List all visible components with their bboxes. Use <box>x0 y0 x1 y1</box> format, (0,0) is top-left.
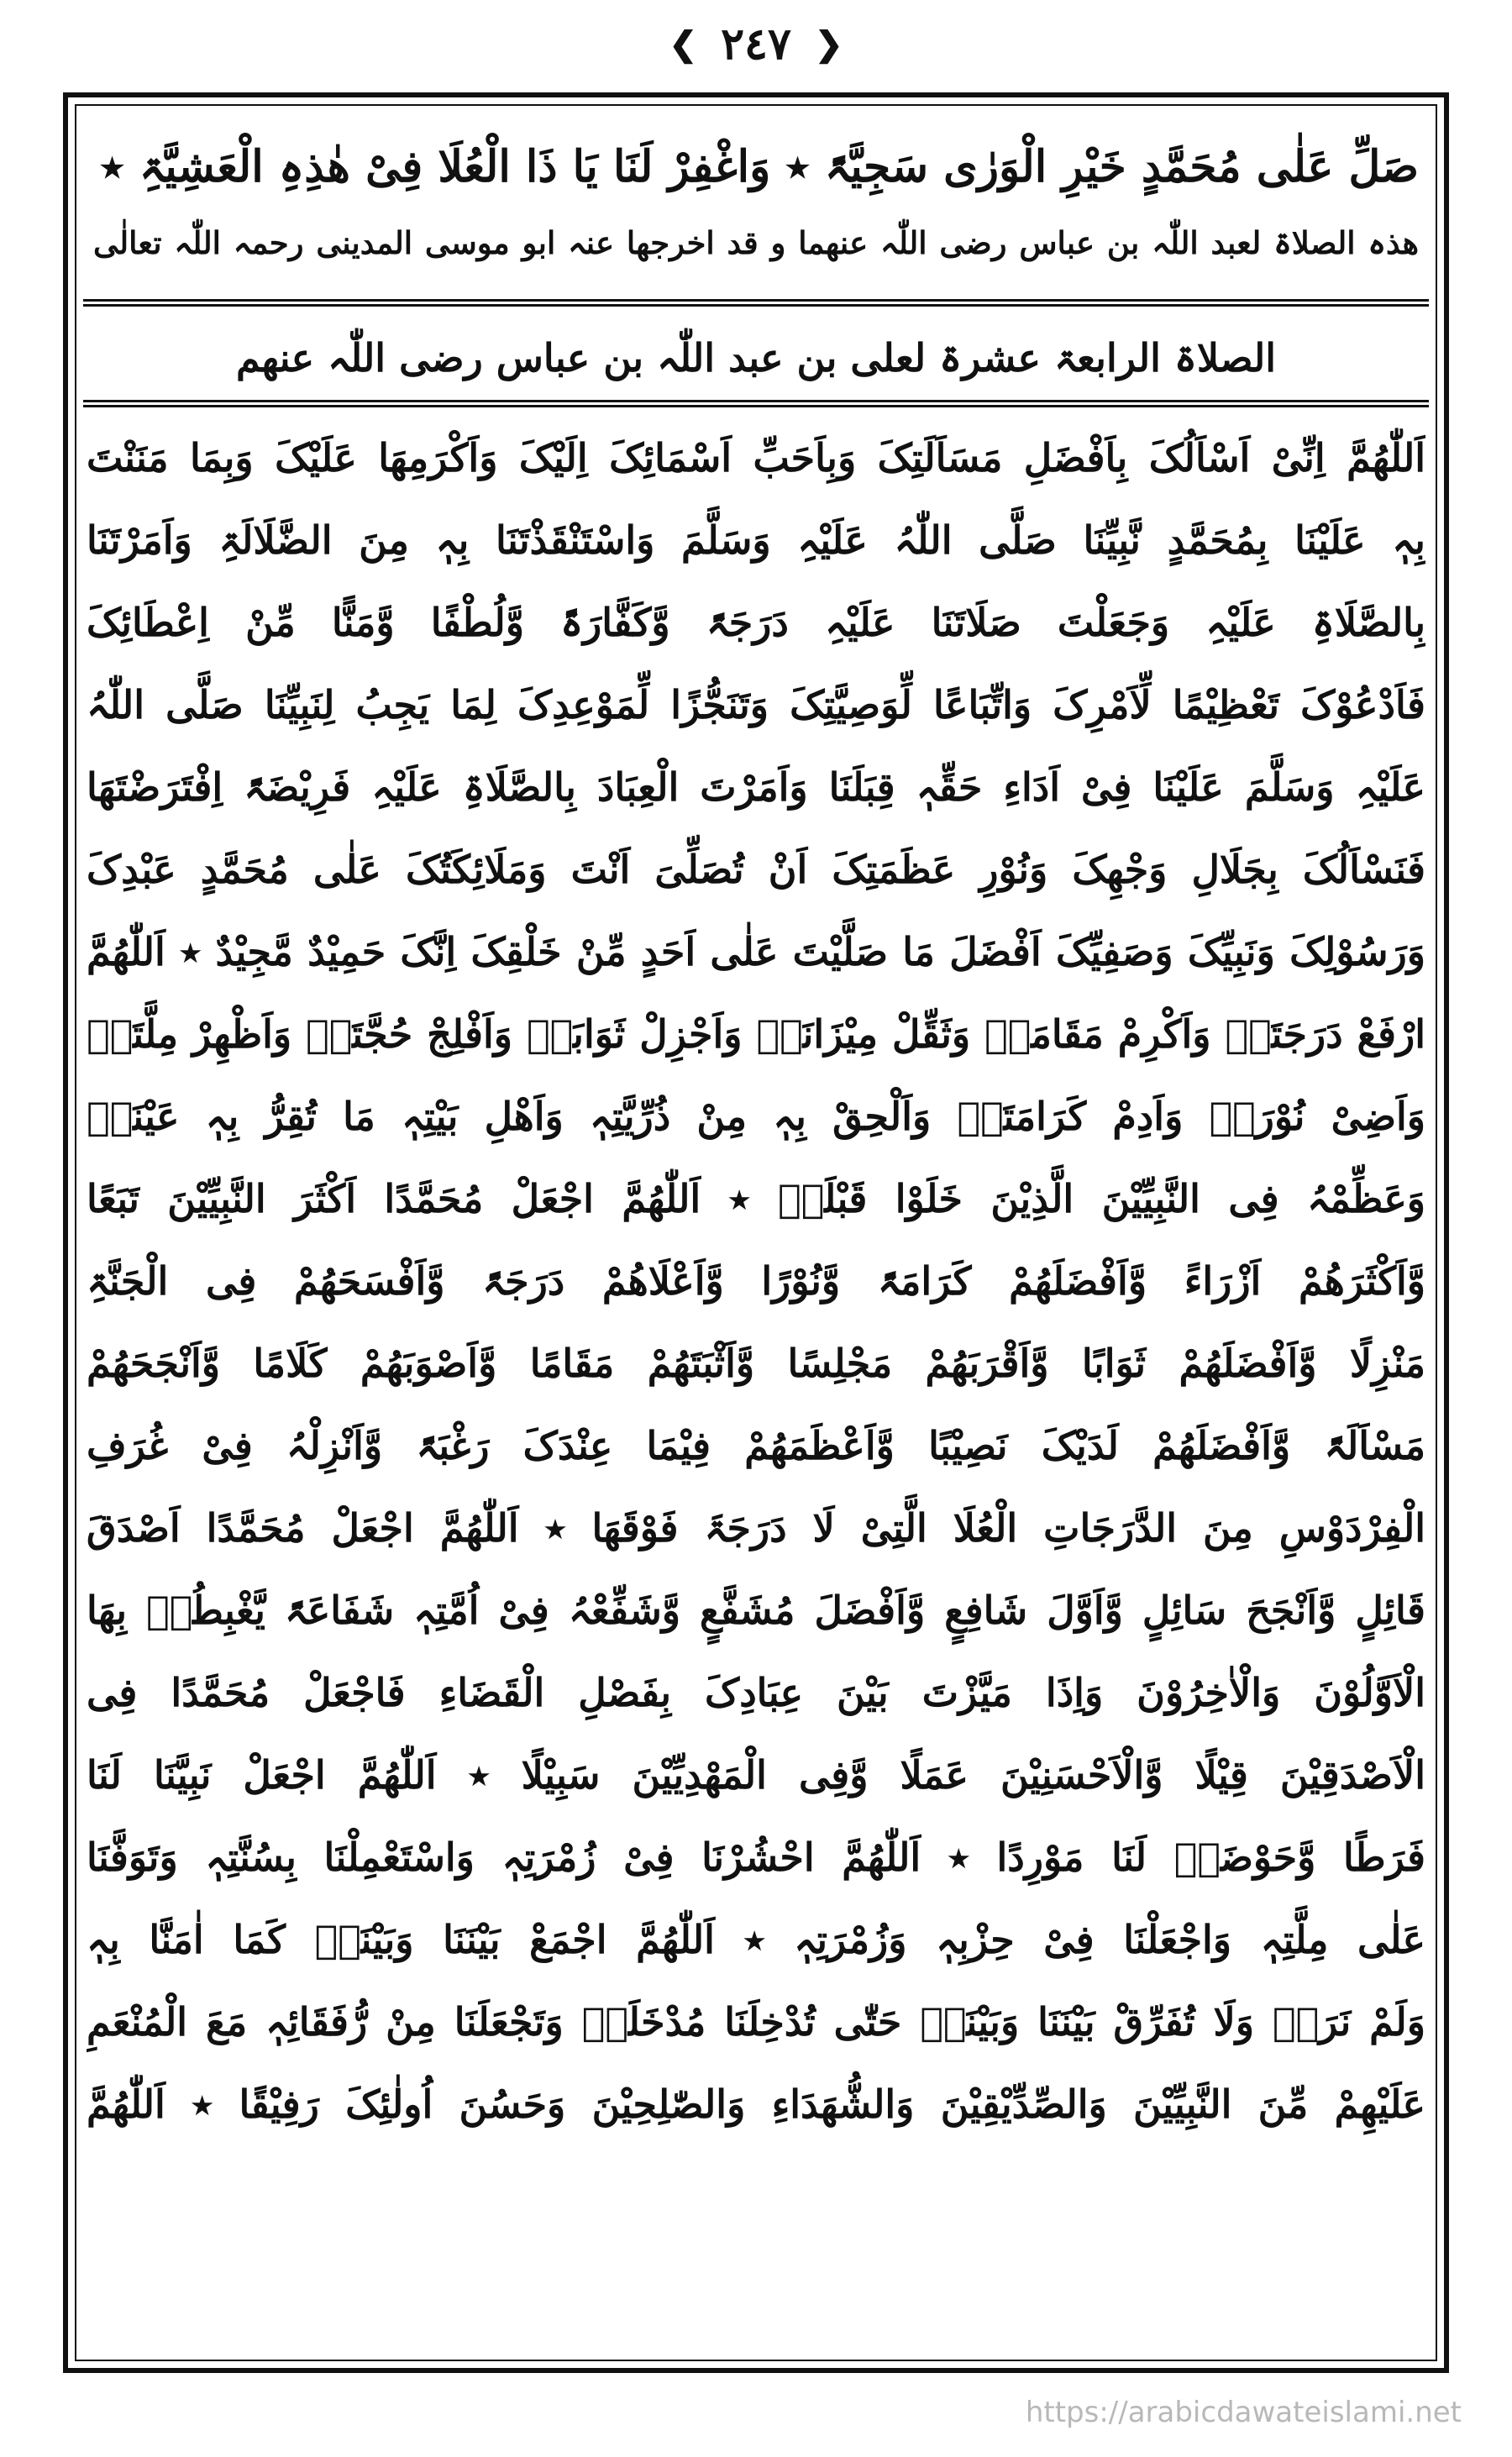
body-text-line: الْاَصْدَقِیْنَ قِیْلًا وَّالْاَحْسَنِیْنَ عَمَلًا وَّفِی الْمَھْدِیِّیْنَ سَبِیْلًا ٭ اَللّٰھُمَّ اجْعَلْ نَبِیَّنَا لَنَا <box>87 1752 1425 1798</box>
body-text-line: وَلَمْ نَرَہٗ وَلَا تُفَرِّقْ بَیْنَنَا وَبَیْنَہٗ حَتّٰی تُدْخِلَنَا مُدْخَلَہٗ وَتَجْعَلَنَا مِنْ رُّفَقَائِہٖ مَعَ الْمُنْعَمِ <box>87 1999 1425 2045</box>
body-text-line: فَرَطًا وَّحَوْضَہٗ لَنَا مَوْرِدًا ٭ اَللّٰھُمَّ احْشُرْنَا فِیْ زُمْرَتِہٖ وَاسْتَعْمِلْنَا بِسُنَّتِہٖ وَتَوَفَّنَا <box>87 1835 1425 1880</box>
watermark-url: https://arabicdawateislami.net <box>1025 2396 1462 2429</box>
body-text-line: بِہٖ عَلَیْنَا بِمُحَمَّدٍ نَّبِیِّنَا صَلَّی اللّٰہُ عَلَیْہِ وَسَلَّمَ وَاسْتَنْقَذْتَنَا بِہٖ مِنَ الضَّلَالَۃِ وَاَمَرْتَنَا <box>87 517 1425 563</box>
body-text-line: عَلٰی مِلَّتِہٖ وَاجْعَلْنَا فِیْ حِزْبِہٖ وَزُمْرَتِہٖ ٭ اَللّٰھُمَّ اجْمَعْ بَیْنَنَا وَبَیْنَہٗ کَمَا اٰمَنَّا بِہٖ <box>87 1917 1425 1962</box>
section-title: الصلاۃ الرابعۃ عشرۃ لعلی بن عبد اللّٰہ بن عباس رضی اللّٰہ عنھم <box>235 335 1277 381</box>
divider-rule <box>83 299 1429 302</box>
page-number-header <box>0 12 1512 74</box>
page-frame <box>63 92 1449 2373</box>
body-text-line: عَلَیْھِمْ مِّنَ النَّبِیِّیْنَ وَالصِّدِّیْقِیْنَ وَالشُّھَدَاءِ وَالصّٰلِحِیْنَ وَحَسُنَ اُولٰئِکَ رَفِیْقًا ٭ اَللّٰھُمَّ <box>87 2082 1425 2127</box>
header-block <box>93 129 1419 297</box>
body-text-line: عَلَیْہِ وَسَلَّمَ عَلَیْنَا فِیْ اَدَاءِ حَقِّہٖ قِبَلَنَا وَاَمَرْتَ الْعِبَادَ بِالصَّلَاۃِ عَلَیْہِ فَرِیْضَۃً اِفْتَرَضْتَھَا <box>87 764 1425 810</box>
body-text-line: وَرَسُوْلِکَ وَنَبِیِّکَ وَصَفِیِّکَ اَفْضَلَ مَا صَلَّیْتَ عَلٰی اَحَدٍ مِّنْ خَلْقِکَ اِنَّکَ حَمِیْدٌ مَّجِیْدٌ ٭ اَللّٰھُمَّ <box>87 929 1425 974</box>
divider-rule <box>83 400 1429 402</box>
body-text-line: الْاَوَّلُوْنَ وَالْاٰخِرُوْنَ وَاِذَا مَیَّزْتَ بَیْنَ عِبَادِکَ بِفَصْلِ الْقَضَاءِ فَاجْعَلْ مُحَمَّدًا فِی <box>87 1670 1425 1715</box>
body-text-line: اَللّٰھُمَّ اِنِّیْ اَسْاَلُکَ بِاَفْضَلِ مَسَاَلَتِکَ وَبِاَحَبِّ اَسْمَائِکَ اِلَیْکَ وَاَکْرَمِھَا عَلَیْکَ وَبِمَا مَنَنْتَ <box>87 435 1425 480</box>
body-text-line: قَائِلٍ وَّاَنْجَحَ سَائِلٍ وَّاَوَّلَ شَافِعٍ وَّاَفْضَلَ مُشَفَّعٍ وَّشَفِّعْہُ فِیْ اُمَّتِہٖ شَفَاعَۃً یَّغْبِطُہٗ بِھَا <box>87 1588 1425 1633</box>
body-text-line: وَعَظِّمْہُ فِی النَّبِیِّیْنَ الَّذِیْنَ خَلَوْا قَبْلَہٗ ٭ اَللّٰھُمَّ اجْعَلْ مُحَمَّدًا اَکْثَرَ النَّبِیِّیْنَ تَبَعًا <box>87 1176 1425 1221</box>
header-attribution: ھذہ الصلاۃ لعبد اللّٰہ بن عباس رضی اللّٰہ عنھما و قد اخرجھا عنہ ابو موسی المدینی رحمہ اللّٰہ تعالٰی <box>93 224 1419 261</box>
ornament-left-icon: ❮ <box>669 24 697 64</box>
body-text-line: فَنَسْاَلُکَ بِجَلَالِ وَجْھِکَ وَنُوْرِ عَظَمَتِکَ اَنْ تُصَلِّیَ اَنْتَ وَمَلَائِکَتُکَ عَلٰی مُحَمَّدٍ عَبْدِکَ <box>87 847 1425 892</box>
body-text-line: مَسْاَلَۃً وَّاَفْضَلَھُمْ لَدَیْکَ نَصِیْبًا وَّاَعْظَمَھُمْ فِیْمَا عِنْدَکَ رَغْبَۃً وَّاَنْزِلْہُ فِیْ غُرَفِ <box>87 1423 1425 1468</box>
body-text-line: الْفِرْدَوْسِ مِنَ الدَّرَجَاتِ الْعُلَا الَّتِیْ لَا دَرَجَۃَ فَوْقَھَا ٭ اَللّٰھُمَّ اجْعَلْ مُحَمَّدًا اَصْدَقَ <box>87 1505 1425 1551</box>
body-text-line: وَّاَکْثَرَھُمْ اَزْرَاءً وَّاَفْضَلَھُمْ کَرَامَۃً وَّنُوْرًا وَّاَعْلَاھُمْ دَرَجَۃً وَّاَفْسَحَھُمْ فِی الْجَنَّۃِ <box>87 1258 1425 1304</box>
body-text-line: مَنْزِلًا وَّاَفْضَلَھُمْ ثَوَابًا وَّاَقْرَبَھُمْ مَجْلِسًا وَّاَثْبَتَھُمْ مَقَامًا وَّاَصْوَبَھُمْ کَلَامًا وَّاَنْجَحَھُمْ <box>87 1341 1425 1386</box>
divider-rule <box>83 405 1429 407</box>
divider-rule <box>83 304 1429 307</box>
body-text-line: وَاَضِیْ نُوْرَہٗ وَاَدِمْ کَرَامَتَہٗ وَاَلْحِقْ بِہٖ مِنْ ذُرِّیَّتِہٖ وَاَھْلِ بَیْتِہٖ مَا تُقِرُّ بِہٖ عَیْنَہٗ <box>87 1094 1425 1139</box>
page-number: ٢٤٧ <box>721 18 791 70</box>
body-text-line: بِالصَّلَاۃِ عَلَیْہِ وَجَعَلْتَ صَلَاتَنَا عَلَیْہِ دَرَجَۃً وَّکَفَّارَۃً وَّلُطْفًا وَّمَنًّا مِّنْ اِعْطَائِکَ <box>87 600 1425 645</box>
prayer-body-text <box>87 417 1425 2145</box>
body-text-line: فَاَدْعُوْکَ تَعْظِیْمًا لِّاَمْرِکَ وَاتِّبَاعًا لِّوَصِیَّتِکَ وَتَنَجُّزًا لِّمَوْعِدِکَ لِمَا یَجِبُ لِنَبِیِّنَا صَلَّی اللّٰہُ <box>87 682 1425 727</box>
header-verse: صَلِّ عَلٰی مُحَمَّدٍ خَیْرِ الْوَرٰی سَجِیَّۃً ٭ وَاغْفِرْ لَنَا یَا ذَا الْعُلَا فِیْ هٰذِہِ الْعَشِیَّۃِ ٭ <box>100 141 1419 192</box>
ornament-right-icon: ❯ <box>815 24 843 64</box>
body-text-line: ارْفَعْ دَرَجَتَہٗ وَاَکْرِمْ مَقَامَہٗ وَثَقِّلْ مِیْزَانَہٗ وَاَجْزِلْ ثَوَابَہٗ وَاَفْلِجْ حُجَّتَہٗ وَاَظْھِرْ مِلَّتَہٗ <box>87 1011 1425 1057</box>
